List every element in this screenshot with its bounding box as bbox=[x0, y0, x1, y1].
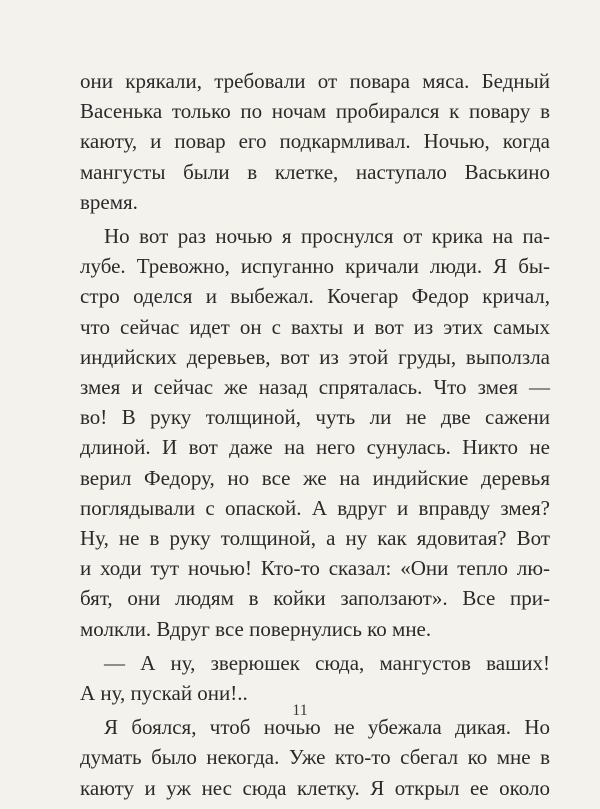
text-line: во! В руку толщиной, чуть ли не две сажени bbox=[80, 405, 550, 430]
text-line: — А ну, зверюшек сюда, мангустов ваших! bbox=[104, 650, 550, 675]
paragraph bbox=[80, 712, 550, 803]
text-line: поглядывали с опаской. А вдруг и вправду змея? bbox=[80, 495, 550, 520]
paragraph bbox=[80, 648, 550, 708]
page-number: 11 bbox=[292, 702, 308, 719]
text-line: Но вот раз ночью я проснулся от крика на па- bbox=[104, 224, 550, 249]
paragraph bbox=[80, 221, 550, 644]
text-line: Я боялся, чтоб ночью не убежала дикая. Но bbox=[104, 715, 550, 740]
text-line: змея и сейчас же назад спряталась. Что змея — bbox=[80, 375, 550, 400]
text-line: верил Федору, но все же на индийские деревья bbox=[80, 465, 550, 490]
text-line: мангусты были в клетке, наступало Васькино bbox=[80, 159, 550, 184]
body-text bbox=[80, 66, 550, 803]
text-line: бят, они людям в койки заползают». Все при- bbox=[80, 586, 550, 611]
text-line: Ну, не в руку толщиной, а ну как ядовитая? Вот bbox=[80, 526, 550, 551]
text-line: думать было некогда. Уже кто-то сбегал ко мне в bbox=[80, 745, 550, 770]
text-line: каюту, и повар его подкармливал. Ночью, когда bbox=[80, 129, 550, 154]
text-line: индийских деревьев, вот из этой груды, выползла bbox=[80, 344, 550, 369]
text-line: молкли. Вдруг все повернулись ко мне. bbox=[80, 616, 432, 641]
paragraph bbox=[80, 66, 550, 217]
text-line: время. bbox=[80, 189, 138, 214]
text-line: Васенька только по ночам пробирался к повару в bbox=[80, 99, 550, 124]
text-line: что сейчас идет он с вахты и вот из этих самых bbox=[80, 314, 550, 339]
text-line: и ходи тут ночью! Кто-то сказал: «Они тепло лю- bbox=[80, 556, 550, 581]
text-line: А ну, пускай они!.. bbox=[80, 681, 248, 706]
text-line: стро оделся и выбежал. Кочегар Федор кричал, bbox=[80, 284, 550, 309]
text-line: они крякали, требовали от повара мяса. Бедный bbox=[80, 69, 550, 93]
text-line: каюту и уж нес сюда клетку. Я открыл ее около bbox=[80, 775, 550, 800]
text-line: лубе. Тревожно, испуганно кричали люди. Я бы- bbox=[80, 254, 550, 279]
text-line: длиной. И вот даже на него сунулась. Никто не bbox=[80, 435, 550, 460]
